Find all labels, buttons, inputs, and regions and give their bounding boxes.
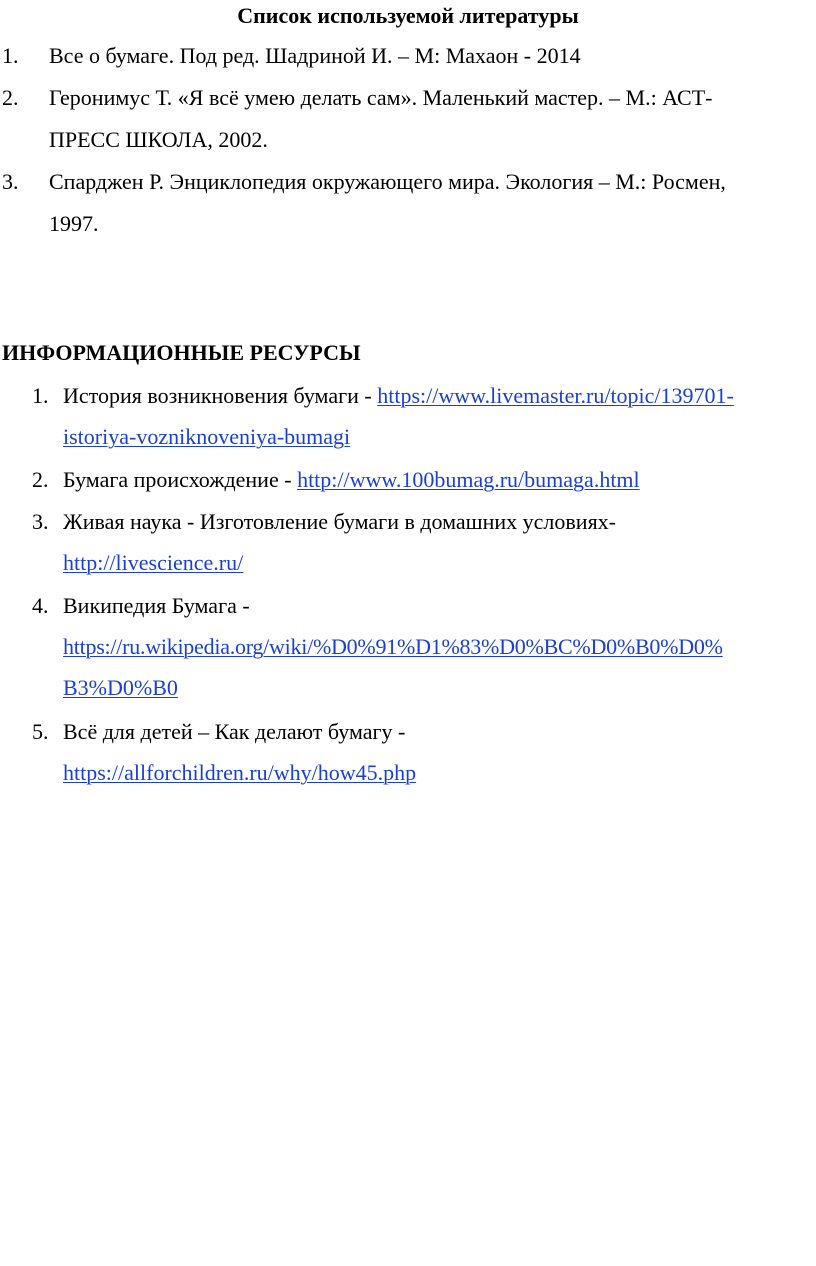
- resource-number: 5.: [32, 719, 49, 744]
- page-title: Список используемой литературы: [237, 3, 579, 28]
- literature-item: [0, 35, 816, 77]
- resource-line: [63, 626, 815, 667]
- resource-line: [63, 459, 815, 500]
- resource-item: [0, 711, 816, 793]
- resource-description: Бумага происхождение -: [63, 467, 298, 492]
- literature-text-line: Спарджен Р. Энциклопедия окружающего мира. Экология – М.: Росмен,: [49, 169, 726, 194]
- literature-text-line: 1997.: [49, 211, 99, 236]
- literature-number: 1.: [2, 43, 19, 68]
- resource-number: 1.: [32, 383, 49, 408]
- literature-number: 3.: [2, 169, 19, 194]
- resources-heading: ИНФОРМАЦИОННЫЕ РЕСУРСЫ: [2, 340, 361, 365]
- resource-link[interactable]: https://www.livemaster.ru/topic/139701-: [377, 383, 734, 408]
- literature-item: [0, 77, 816, 161]
- resource-item: [0, 375, 816, 457]
- resource-item: [0, 459, 816, 500]
- resource-description: Всё для детей – Как делают бумагу -: [63, 719, 406, 744]
- literature-text-line: ПРЕСС ШКОЛА, 2002.: [49, 127, 268, 152]
- resource-description: Живая наука - Изготовление бумаги в домашних условиях-: [63, 509, 617, 534]
- literature-item: [0, 161, 816, 245]
- resource-line: [63, 416, 815, 457]
- literature-number: 2.: [2, 85, 19, 110]
- resource-link[interactable]: https://allforchildren.ru/why/how45.php: [63, 760, 417, 785]
- resource-number: 4.: [32, 593, 49, 618]
- resource-item: [0, 585, 816, 708]
- resource-item: [0, 501, 816, 583]
- resource-link[interactable]: https://ru.wikipedia.org/wiki/%D0%91%D1%83%D0%BC%D0%B0%D0%: [63, 634, 723, 659]
- resource-link[interactable]: http://www.100bumag.ru/bumaga.html: [297, 467, 640, 492]
- resource-number: 3.: [32, 509, 49, 534]
- resource-description: История возникновения бумаги -: [63, 383, 378, 408]
- resource-line: [63, 542, 815, 583]
- resource-link[interactable]: istoriya-vozniknoveniya-bumagi: [63, 424, 351, 449]
- resource-line: [63, 375, 815, 416]
- resource-number: 2.: [32, 467, 49, 492]
- literature-text: Все о бумаге. Под ред. Шадриной И. – М: Махаон - 2014: [49, 43, 581, 68]
- resource-link[interactable]: B3%D0%B0: [63, 675, 178, 700]
- resource-description: Википедия Бумага -: [63, 593, 250, 618]
- resource-link[interactable]: http://livescience.ru/: [63, 550, 244, 575]
- resource-line: [63, 752, 815, 793]
- resource-line: [63, 667, 815, 708]
- literature-text-line: Геронимус Т. «Я всё умею делать сам». Маленький мастер. – М.: АСТ-: [49, 85, 713, 110]
